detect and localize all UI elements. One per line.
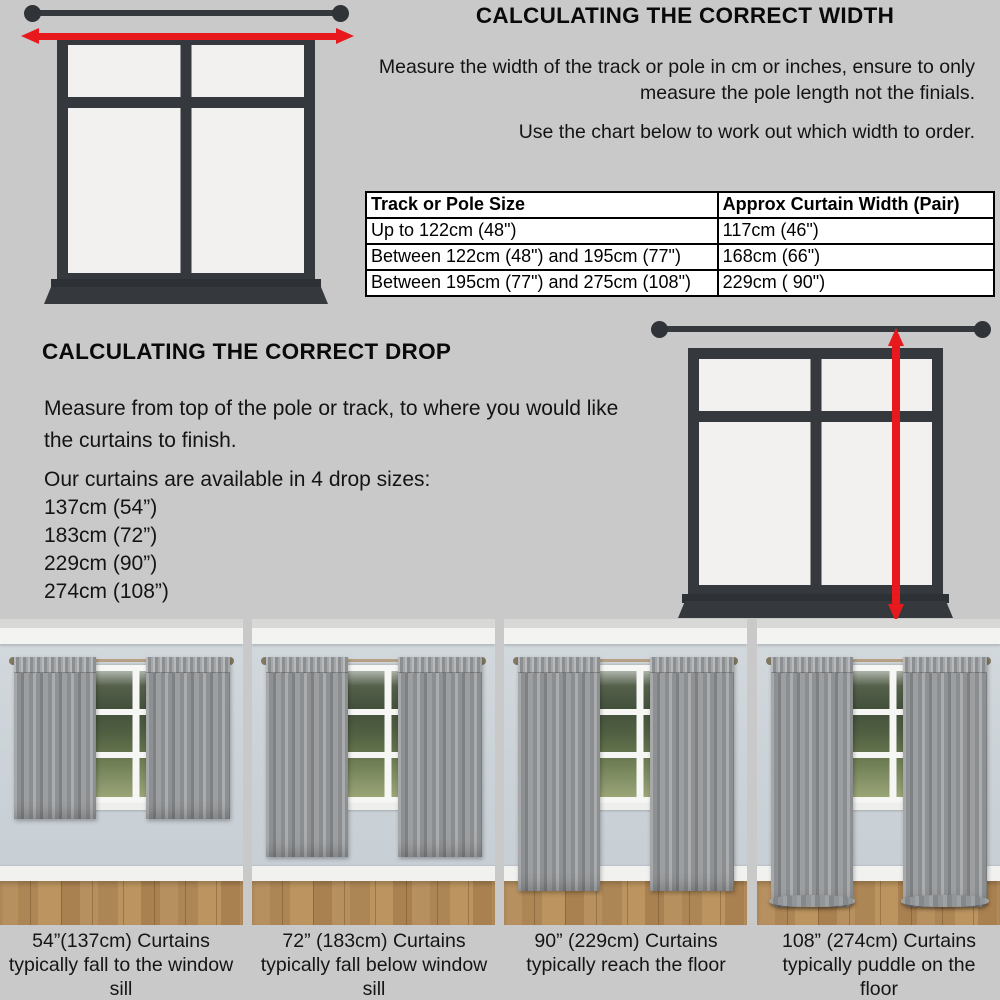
curtain-pole [31,10,344,16]
table-cell-curtain-width: 117cm (46") [718,218,994,244]
drop-size-option: 229cm (90”) [44,552,158,575]
table-row [366,244,994,270]
photo-crown-molding [252,628,495,644]
photo-caption: 90” (229cm) Curtains typically reach the floor [526,930,726,976]
table-cell-pole-size: Up to 122cm (48") [366,218,718,244]
arrow-head-right-icon [336,28,354,44]
photo-ceiling [0,619,243,628]
curtain-panel-right [903,657,987,907]
curtain-panel-right [398,657,482,857]
photo-curtain-drop-54in [0,619,243,925]
photo-curtain-drop-72in [252,619,495,925]
window-frame [57,34,315,284]
curtain-pole [658,326,984,332]
table-cell-pole-size: Between 195cm (77") and 275cm (108") [366,270,718,296]
window-sill [678,601,953,618]
photo-crown-molding [504,628,747,644]
window-transom [68,97,304,108]
window-sill [44,287,328,304]
curtain-panel-left [14,657,96,819]
curtain-panel-left [518,657,600,891]
pole-finial-icon [332,5,349,22]
table-row [366,218,994,244]
pole-finial-icon [24,5,41,22]
drop-measuring-diagram [648,315,998,623]
curtain-panel-right [146,657,230,819]
width-instructions-text: Measure the width of the track or pole in cm or inches, ensure to only measure the pole length not the finials. [378,56,975,104]
table-cell-pole-size: Between 122cm (48") and 195cm (77") [366,244,718,270]
photo-caption: 108” (274cm) Curtains typically puddle on the floor [782,930,976,1000]
pole-finial-icon [974,321,991,338]
drop-sizes-intro: Our curtains are available in 4 drop sizes: [44,468,431,491]
table-cell-curtain-width: 229cm ( 90") [718,270,994,296]
curtain-panel-right [650,657,734,891]
width-section-heading: CALCULATING THE CORRECT WIDTH [475,3,895,28]
window-mullion [810,359,821,585]
drop-instructions-text: Measure from top of the pole or track, to where you would like the curtains to finish. [44,397,619,452]
photo-caption: 72” (183cm) Curtains typically fall below window sill [260,930,488,1000]
window-mullion [181,45,192,273]
arrow-shaft [35,33,340,40]
window-mullion [133,671,140,797]
table-cell-curtain-width: 168cm (66") [718,244,994,270]
window-mullion [637,671,644,797]
curtain-panel-left [771,657,853,907]
width-size-table [365,191,995,297]
photo-curtain-drop-108in [757,619,1000,925]
curtain-panel-left [266,657,348,857]
photo-wood-floor [0,881,243,925]
window-mullion [890,671,897,797]
width-measure-arrow-icon [21,28,354,44]
photo-caption: 54”(137cm) Curtains typically fall to the window sill [8,930,234,1000]
pole-finial-icon [651,321,668,338]
photo-ceiling [504,619,747,628]
table-row [366,270,994,296]
photo-ceiling [252,619,495,628]
drop-size-option: 183cm (72”) [44,524,158,547]
width-chart-hint-text: Use the chart below to work out which width to order. [518,121,975,143]
photo-curtain-drop-90in [504,619,747,925]
drop-sizes-list [44,466,430,606]
photo-crown-molding [0,628,243,644]
arrow-shaft [892,342,900,608]
photo-baseboard [0,866,243,881]
photo-baseboard [252,866,495,881]
table-header-row [366,192,994,218]
photo-ceiling [757,619,1000,628]
photo-crown-molding [757,628,1000,644]
drop-measure-arrow-icon [888,328,904,622]
drop-section-heading: CALCULATING THE CORRECT DROP [42,339,452,364]
table-header-curtain-width: Approx Curtain Width (Pair) [718,192,994,218]
drop-size-option: 137cm (54”) [44,496,158,519]
table-header-pole-size: Track or Pole Size [366,192,718,218]
window-frame [688,348,943,596]
drop-size-option: 274cm (108”) [44,580,169,603]
width-measuring-diagram [15,2,360,307]
window-mullion [385,671,392,797]
photo-wood-floor [252,881,495,925]
